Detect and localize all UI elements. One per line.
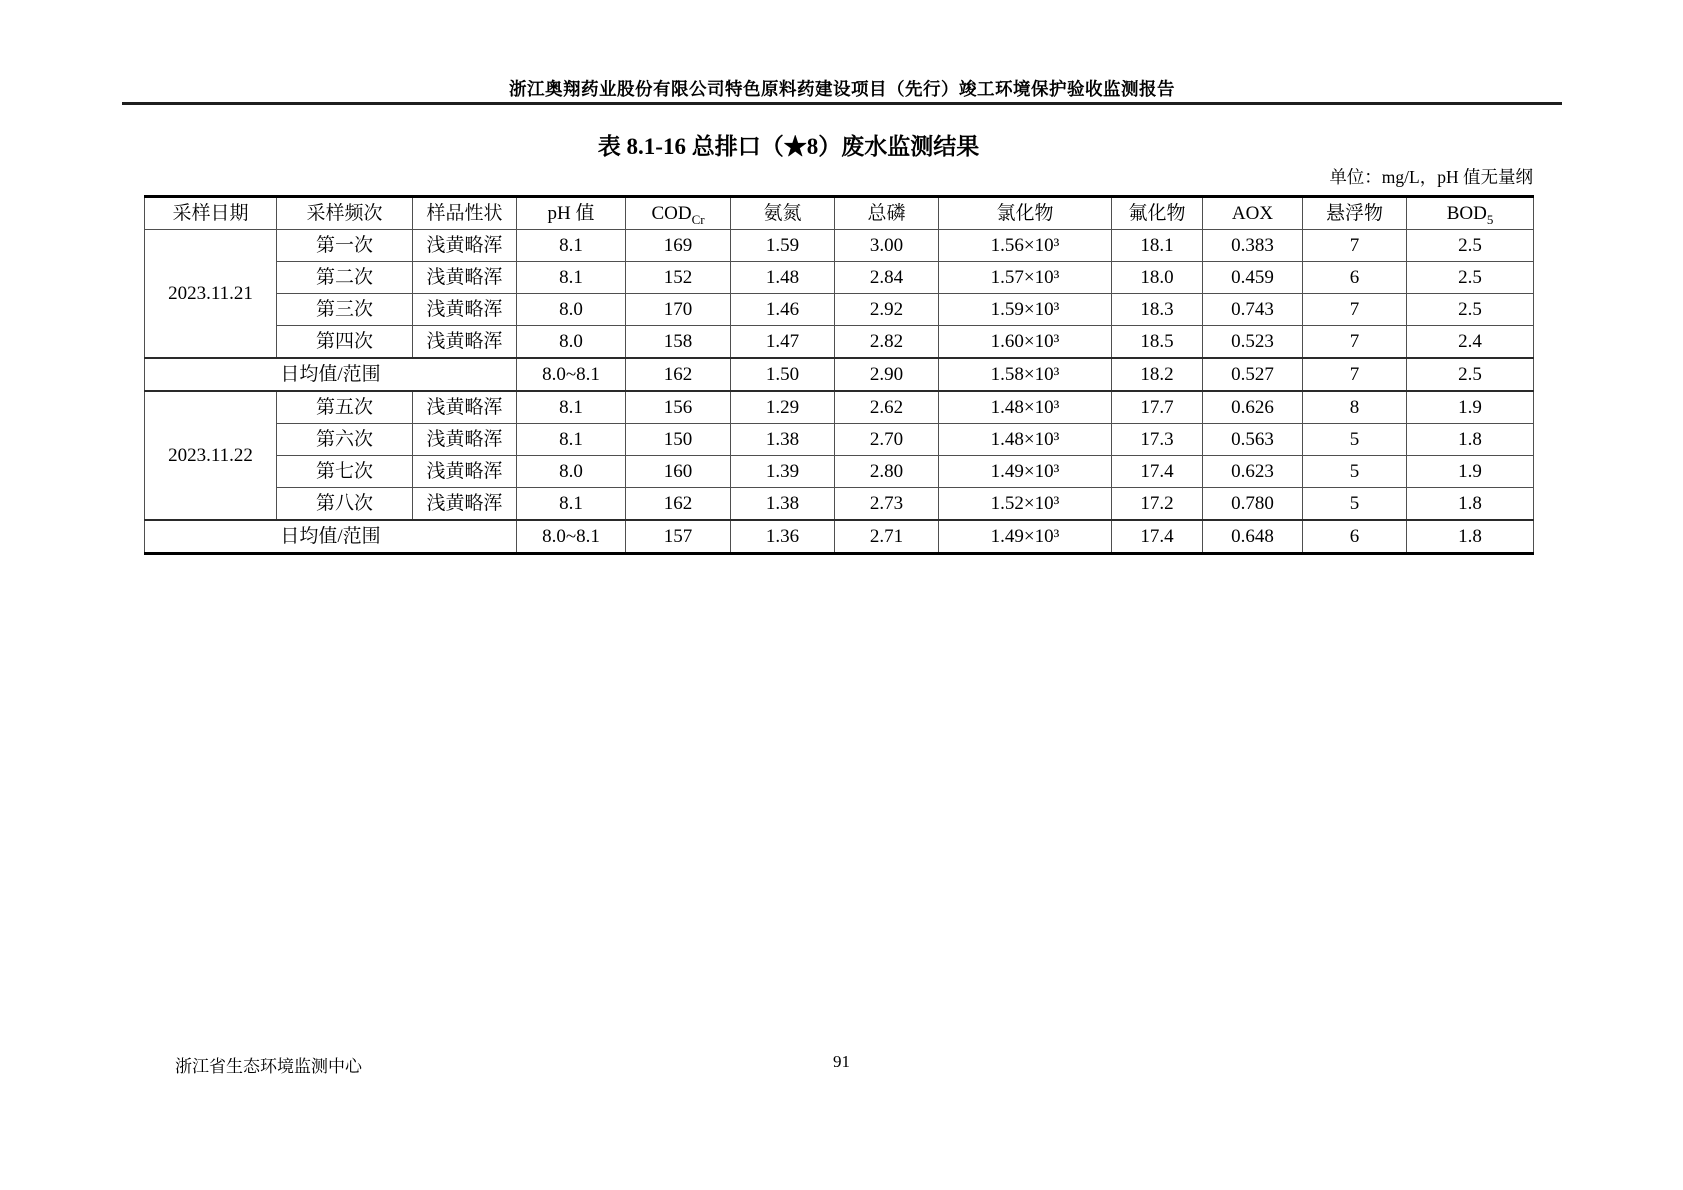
value-cell: 1.8 <box>1407 488 1534 521</box>
value-cell: 2.92 <box>835 294 939 326</box>
value-cell: 1.8 <box>1407 520 1534 554</box>
sample-appearance-cell: 浅黄略浑 <box>413 230 517 262</box>
daily-average-label-cell: 日均值/范围 <box>145 520 517 554</box>
value-cell: 18.0 <box>1112 262 1203 294</box>
value-cell: 8.0 <box>517 456 626 488</box>
value-cell: 157 <box>626 520 731 554</box>
value-cell: 8.0~8.1 <box>517 358 626 391</box>
value-cell: 1.36 <box>731 520 835 554</box>
column-header: $BOD_5$ <box>1407 197 1534 230</box>
value-cell: 17.7 <box>1112 391 1203 424</box>
sample-row <box>145 488 1534 521</box>
value-cell: 1.52×10³ <box>939 488 1112 521</box>
sample-appearance-cell: 浅黄略浑 <box>413 391 517 424</box>
sample-row <box>145 424 1534 456</box>
sampling-frequency-cell: 第七次 <box>277 456 413 488</box>
sample-appearance-cell: 浅黄略浑 <box>413 424 517 456</box>
value-cell: 1.8 <box>1407 424 1534 456</box>
document-header: 浙江奥翔药业股份有限公司特色原料药建设项目（先行）竣工环境保护验收监测报告 <box>509 79 1175 99</box>
value-cell: 0.523 <box>1203 326 1303 359</box>
value-cell: 1.38 <box>731 424 835 456</box>
value-cell: 3.00 <box>835 230 939 262</box>
column-header: $COD_{Cr}$ <box>626 197 731 230</box>
value-cell: 0.623 <box>1203 456 1303 488</box>
value-cell: 1.59×10³ <box>939 294 1112 326</box>
value-cell: 152 <box>626 262 731 294</box>
value-cell: 2.5 <box>1407 294 1534 326</box>
value-cell: 1.48 <box>731 262 835 294</box>
daily-average-label-cell: 日均值/范围 <box>145 358 517 391</box>
value-cell: 2.70 <box>835 424 939 456</box>
value-cell: 0.780 <box>1203 488 1303 521</box>
sampling-frequency-cell: 第二次 <box>277 262 413 294</box>
value-cell: 0.383 <box>1203 230 1303 262</box>
sample-row <box>145 391 1534 424</box>
column-header: 氨氮 <box>731 197 835 230</box>
footer-organization: 浙江省生态环境监测中心 <box>175 1057 362 1076</box>
value-cell: 2.5 <box>1407 230 1534 262</box>
table-title: 表 8.1-16 总排口（★8）废水监测结果 <box>597 134 980 159</box>
value-cell: 1.58×10³ <box>939 358 1112 391</box>
value-cell: 1.57×10³ <box>939 262 1112 294</box>
value-cell: 0.648 <box>1203 520 1303 554</box>
sample-row <box>145 230 1534 262</box>
value-cell: 2.5 <box>1407 262 1534 294</box>
value-cell: 2.71 <box>835 520 939 554</box>
sampling-frequency-cell: 第三次 <box>277 294 413 326</box>
value-cell: 18.2 <box>1112 358 1203 391</box>
page-number: 91 <box>833 1052 850 1071</box>
value-cell: 17.2 <box>1112 488 1203 521</box>
value-cell: 8.0 <box>517 326 626 359</box>
sample-row <box>145 456 1534 488</box>
value-cell: 1.47 <box>731 326 835 359</box>
value-cell: 2.62 <box>835 391 939 424</box>
sampling-frequency-cell: 第五次 <box>277 391 413 424</box>
value-cell: 160 <box>626 456 731 488</box>
value-cell: 6 <box>1303 262 1407 294</box>
value-cell: 5 <box>1303 488 1407 521</box>
value-cell: 1.50 <box>731 358 835 391</box>
value-cell: 8.0~8.1 <box>517 520 626 554</box>
sample-appearance-cell: 浅黄略浑 <box>413 488 517 521</box>
value-cell: 0.563 <box>1203 424 1303 456</box>
value-cell: 156 <box>626 391 731 424</box>
value-cell: 5 <box>1303 456 1407 488</box>
sample-row <box>145 326 1534 359</box>
value-cell: 8.1 <box>517 391 626 424</box>
value-cell: 6 <box>1303 520 1407 554</box>
column-header: AOX <box>1203 197 1303 230</box>
value-cell: 1.59 <box>731 230 835 262</box>
value-cell: 0.527 <box>1203 358 1303 391</box>
sample-appearance-cell: 浅黄略浑 <box>413 294 517 326</box>
value-cell: 150 <box>626 424 731 456</box>
column-header: 氯化物 <box>939 197 1112 230</box>
column-header: 悬浮物 <box>1303 197 1407 230</box>
column-header: pH 值 <box>517 197 626 230</box>
value-cell: 2.90 <box>835 358 939 391</box>
sampling-date-cell: 2023.11.22 <box>145 391 277 520</box>
value-cell: 1.9 <box>1407 456 1534 488</box>
value-cell: 7 <box>1303 326 1407 359</box>
column-header-subscript: 5 <box>1486 211 1494 227</box>
sampling-frequency-cell: 第一次 <box>277 230 413 262</box>
value-cell: 0.743 <box>1203 294 1303 326</box>
unit-note: 单位：mg/L，pH 值无量纲 <box>1329 167 1533 187</box>
column-header: 氟化物 <box>1112 197 1203 230</box>
value-cell: 1.29 <box>731 391 835 424</box>
value-cell: 1.49×10³ <box>939 456 1112 488</box>
value-cell: 1.48×10³ <box>939 391 1112 424</box>
value-cell: 169 <box>626 230 731 262</box>
value-cell: 17.4 <box>1112 456 1203 488</box>
value-cell: 5 <box>1303 424 1407 456</box>
value-cell: 0.459 <box>1203 262 1303 294</box>
column-header: 采样日期 <box>145 197 277 230</box>
value-cell: 2.4 <box>1407 326 1534 359</box>
sample-appearance-cell: 浅黄略浑 <box>413 456 517 488</box>
value-cell: 0.626 <box>1203 391 1303 424</box>
value-cell: 2.5 <box>1407 358 1534 391</box>
value-cell: 2.82 <box>835 326 939 359</box>
value-cell: 1.49×10³ <box>939 520 1112 554</box>
sampling-frequency-cell: 第六次 <box>277 424 413 456</box>
value-cell: 1.39 <box>731 456 835 488</box>
sample-appearance-cell: 浅黄略浑 <box>413 326 517 359</box>
daily-average-row <box>145 358 1534 391</box>
table-header-row <box>145 197 1534 230</box>
value-cell: 162 <box>626 488 731 521</box>
sample-row <box>145 294 1534 326</box>
column-header-subscript: Cr <box>691 211 705 227</box>
value-cell: 8.1 <box>517 424 626 456</box>
column-header: 总磷 <box>835 197 939 230</box>
value-cell: 18.1 <box>1112 230 1203 262</box>
value-cell: 1.56×10³ <box>939 230 1112 262</box>
value-cell: 170 <box>626 294 731 326</box>
value-cell: 18.3 <box>1112 294 1203 326</box>
value-cell: 17.3 <box>1112 424 1203 456</box>
monitoring-table <box>144 195 1534 555</box>
value-cell: 1.46 <box>731 294 835 326</box>
value-cell: 1.48×10³ <box>939 424 1112 456</box>
value-cell: 17.4 <box>1112 520 1203 554</box>
sampling-frequency-cell: 第四次 <box>277 326 413 359</box>
value-cell: 2.84 <box>835 262 939 294</box>
value-cell: 2.80 <box>835 456 939 488</box>
column-header: 采样频次 <box>277 197 413 230</box>
sample-appearance-cell: 浅黄略浑 <box>413 262 517 294</box>
value-cell: 8.1 <box>517 262 626 294</box>
header-divider <box>122 102 1562 105</box>
value-cell: 7 <box>1303 358 1407 391</box>
value-cell: 1.9 <box>1407 391 1534 424</box>
value-cell: 7 <box>1303 294 1407 326</box>
value-cell: 2.73 <box>835 488 939 521</box>
value-cell: 7 <box>1303 230 1407 262</box>
value-cell: 158 <box>626 326 731 359</box>
sampling-frequency-cell: 第八次 <box>277 488 413 521</box>
value-cell: 8.1 <box>517 488 626 521</box>
sample-row <box>145 262 1534 294</box>
value-cell: 18.5 <box>1112 326 1203 359</box>
value-cell: 1.60×10³ <box>939 326 1112 359</box>
value-cell: 8 <box>1303 391 1407 424</box>
value-cell: 8.1 <box>517 230 626 262</box>
table-body <box>145 230 1534 554</box>
column-header: 样品性状 <box>413 197 517 230</box>
value-cell: 8.0 <box>517 294 626 326</box>
value-cell: 1.38 <box>731 488 835 521</box>
daily-average-row <box>145 520 1534 554</box>
value-cell: 162 <box>626 358 731 391</box>
sampling-date-cell: 2023.11.21 <box>145 230 277 359</box>
